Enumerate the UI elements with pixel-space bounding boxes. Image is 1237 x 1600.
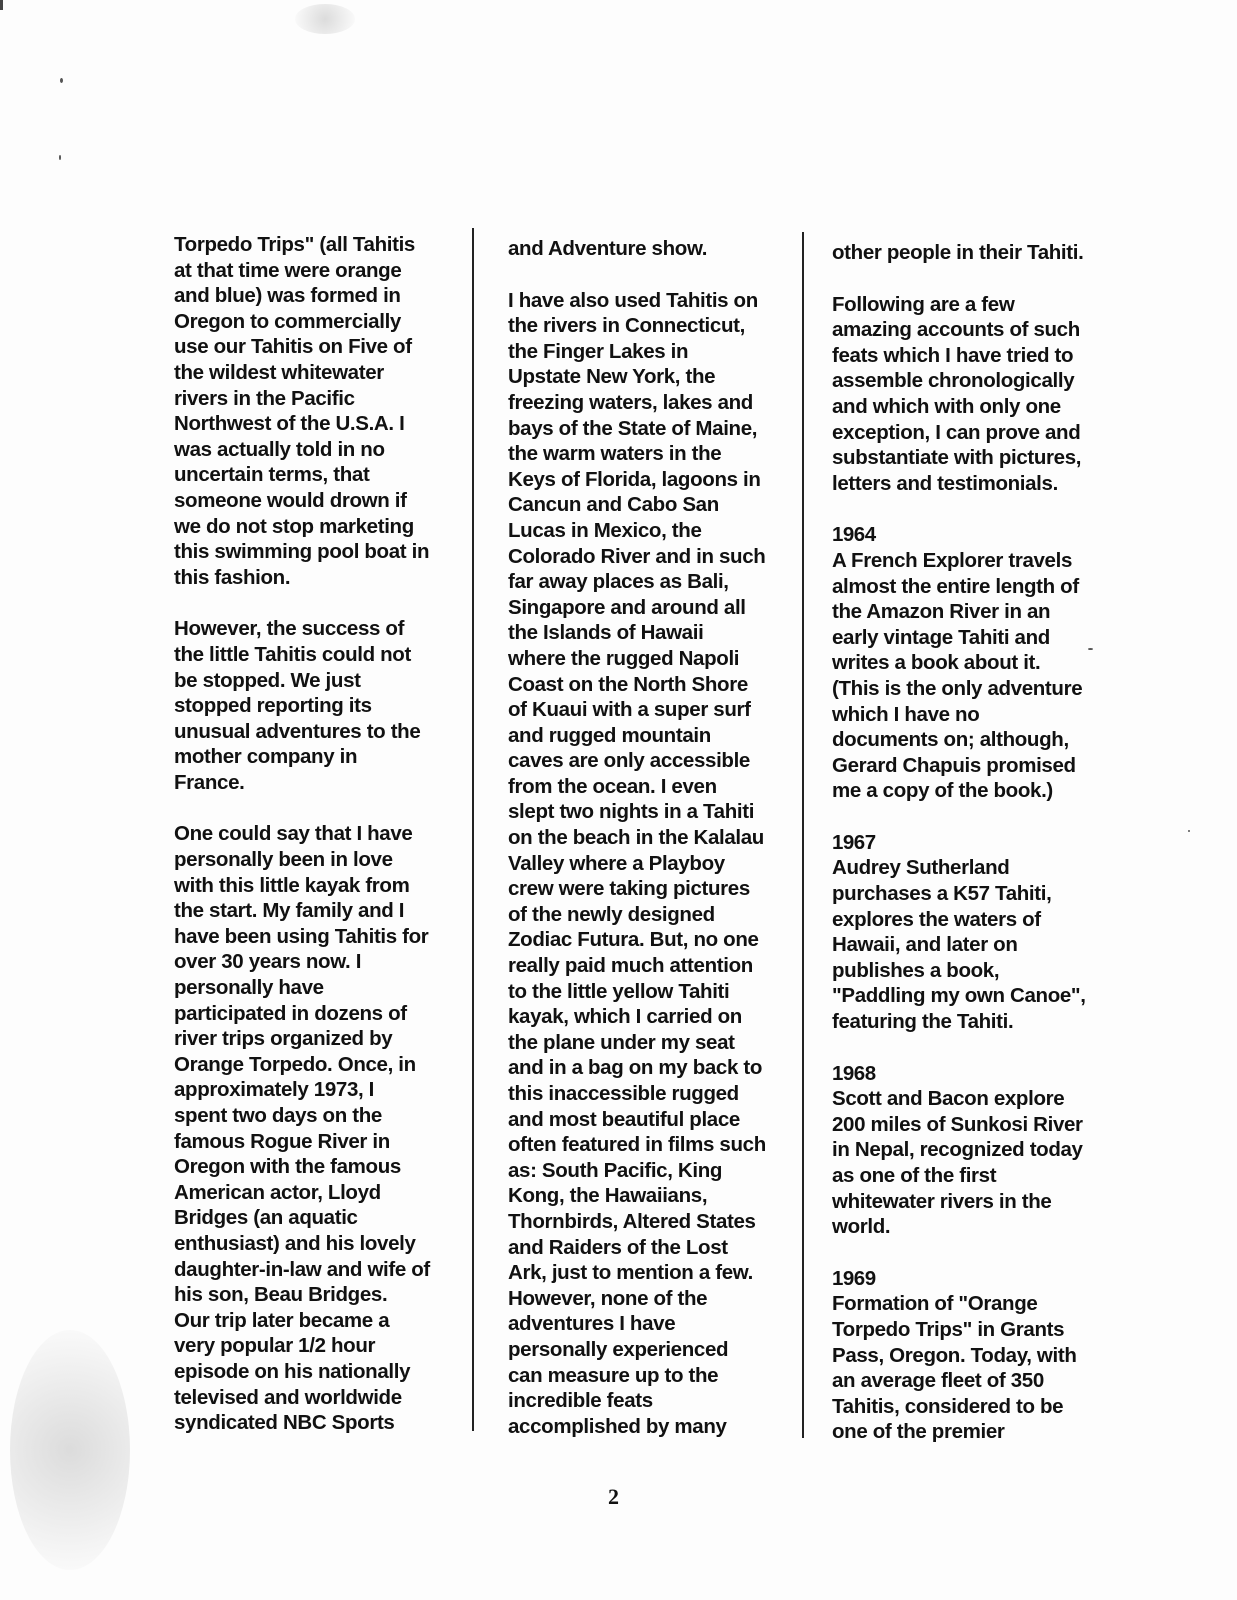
text-line: the Amazon River in an [832, 600, 1051, 624]
text-line: Singapore and around all [508, 595, 746, 619]
text-line: the Finger Lakes in [508, 339, 689, 363]
text-line: other people in their Tahiti. [832, 241, 1084, 264]
text-line: uncertain terms, that [174, 463, 370, 487]
text-line: this inaccessible rugged [508, 1082, 739, 1105]
text-line: often featured in films such [508, 1133, 766, 1157]
paragraph-gap [832, 804, 1086, 830]
text-line: Gerard Chapuis promised [832, 753, 1076, 777]
paragraph [832, 240, 1086, 266]
text-line: 200 miles of Sunkosi River [832, 1112, 1083, 1136]
text-line: someone would drown if [174, 488, 407, 512]
entry-year: 1967 [832, 830, 876, 854]
text-column-3 [832, 240, 1086, 1445]
paragraph [508, 288, 766, 1440]
paragraph-gap [832, 266, 1086, 292]
paragraph-gap [832, 496, 1086, 522]
text-line: Following are a few [832, 292, 1015, 316]
text-line: as one of the first [832, 1164, 997, 1187]
text-line: and which with only one [832, 394, 1061, 418]
text-line: his son, Beau Bridges. [174, 1283, 388, 1307]
text-line: Torpedo Trips" in Grants [832, 1317, 1065, 1341]
timeline-entry [832, 1266, 1086, 1445]
entry-year: 1968 [832, 1061, 876, 1085]
text-line: at that time were orange [174, 258, 402, 282]
text-line: the plane under my seat [508, 1030, 735, 1054]
paragraph [174, 616, 430, 795]
text-line: rivers in the Pacific [174, 386, 355, 410]
paragraph [174, 232, 430, 590]
text-line: featuring the Tahiti. [832, 1010, 1014, 1034]
text-line: Valley where a Playboy [508, 851, 725, 875]
page-number: 2 [608, 1484, 619, 1509]
text-line: personally experienced [508, 1337, 729, 1361]
text-line: mother company in [174, 745, 358, 769]
text-line: and blue) was formed in [174, 284, 401, 308]
text-line: Cancun and Cabo San [508, 493, 719, 517]
text-line: personally have [174, 976, 324, 1000]
text-line: of the newly designed [508, 902, 715, 926]
text-line: approximately 1973, I [174, 1078, 375, 1102]
text-line: the Islands of Hawaii [508, 621, 704, 645]
text-line: an average fleet of 350 [832, 1369, 1044, 1393]
column-divider-1 [472, 228, 474, 1431]
scan-edge-mark [0, 0, 3, 1600]
column-divider-2 [802, 232, 804, 1438]
text-line: was actually told in no [174, 437, 385, 461]
text-line: almost the entire length of [832, 574, 1079, 598]
text-line: I have also used Tahitis on [508, 288, 758, 312]
text-line: and rugged mountain [508, 723, 711, 747]
text-line: Zodiac Futura. But, no one [508, 928, 759, 952]
text-line: Orange Torpedo. Once, in [174, 1052, 416, 1076]
text-line: (This is the only adventure [832, 676, 1083, 700]
text-line: France. [174, 770, 245, 794]
text-line: unusual adventures to the [174, 719, 421, 743]
text-line: Kong, the Hawaiians, [508, 1184, 708, 1208]
text-line: Thornbirds, Altered States [508, 1209, 756, 1233]
text-line: from the ocean. I even [508, 774, 717, 798]
text-line: this fashion. [174, 565, 291, 589]
text-line: whitewater rivers in the [832, 1189, 1052, 1213]
text-line: and in a bag on my back to [508, 1056, 763, 1080]
text-line: daughter-in-law and wife of [174, 1257, 430, 1281]
text-line: Pass, Oregon. Today, with [832, 1343, 1077, 1367]
text-line: can measure up to the [508, 1363, 719, 1387]
text-line: purchases a K57 Tahiti, [832, 882, 1052, 906]
text-line: really paid much attention [508, 954, 753, 978]
paragraph-gap [508, 262, 766, 288]
text-line: participated in dozens of [174, 1001, 407, 1025]
text-line: adventures I have [508, 1312, 676, 1336]
text-line: Audrey Sutherland [832, 856, 1010, 880]
scan-smudge [10, 1330, 130, 1570]
text-line: accomplished by many [508, 1414, 727, 1438]
text-line: crew were taking pictures [508, 877, 750, 901]
paragraph [508, 236, 766, 262]
text-line: the little Tahitis could not [174, 642, 411, 666]
text-line: televised and worldwide [174, 1385, 402, 1409]
text-line: stopped reporting its [174, 694, 372, 718]
text-line: on the beach in the Kalalau [508, 826, 764, 850]
paragraph-gap [174, 795, 430, 821]
text-line: we do not stop marketing [174, 514, 414, 538]
text-line: have been using Tahitis for [174, 924, 429, 948]
timeline-entry [832, 1061, 1086, 1240]
entry-year: 1969 [832, 1266, 876, 1290]
text-line: world. [832, 1215, 891, 1239]
text-line: over 30 years now. I [174, 950, 362, 974]
text-line: enthusiast) and his lovely [174, 1231, 416, 1255]
text-line: the wildest whitewater [174, 360, 384, 384]
text-line: to the little yellow Tahiti [508, 979, 730, 1003]
text-line: Upstate New York, the [508, 365, 716, 389]
text-column-2 [508, 236, 766, 1439]
scan-speck [60, 78, 63, 83]
paragraph-gap [832, 1240, 1086, 1266]
text-line: one of the premier [832, 1420, 1005, 1444]
text-line: very popular 1/2 hour [174, 1334, 376, 1358]
text-line: the rivers in Connecticut, [508, 314, 745, 338]
text-line: and Raiders of the Lost [508, 1235, 728, 1259]
text-line: writes a book about it. [832, 651, 1041, 675]
text-line: substantiate with pictures, [832, 446, 1082, 470]
text-line: slept two nights in a Tahiti [508, 800, 755, 824]
text-line: famous Rogue River in [174, 1129, 390, 1153]
text-line: bays of the State of Maine, [508, 416, 758, 440]
text-line: use our Tahitis on Five of [174, 335, 412, 359]
timeline-entry [832, 522, 1086, 804]
text-line: amazing accounts of such [832, 318, 1080, 342]
text-line: incredible feats [508, 1389, 653, 1413]
text-line: which I have no [832, 702, 980, 726]
text-line: "Paddling my own Canoe", [832, 984, 1086, 1008]
text-line: freezing waters, lakes and [508, 390, 753, 414]
text-line: Lucas in Mexico, the [508, 518, 702, 542]
text-line: publishes a book, [832, 958, 1000, 982]
text-line: Formation of "Orange [832, 1292, 1038, 1316]
text-line: explores the waters of [832, 907, 1041, 931]
text-line: Oregon with the famous [174, 1155, 401, 1179]
text-line: far away places as Bali, [508, 570, 729, 594]
text-line: and most beautiful place [508, 1107, 740, 1131]
text-line: Coast on the North Shore [508, 672, 748, 696]
paragraph [832, 292, 1086, 497]
text-line: me a copy of the book.) [832, 779, 1053, 803]
text-line: assemble chronologically [832, 369, 1075, 393]
text-line: feats which I have tried to [832, 343, 1074, 367]
text-column-1 [174, 232, 430, 1436]
text-line: Our trip later became a [174, 1308, 390, 1332]
text-line: where the rugged Napoli [508, 646, 740, 670]
scan-speck [1188, 830, 1190, 832]
text-line: Hawaii, and later on [832, 933, 1018, 957]
text-line: kayak, which I carried on [508, 1005, 742, 1029]
text-line: personally been in love [174, 848, 393, 872]
scan-speck [1088, 648, 1093, 650]
text-line: Tahitis, considered to be [832, 1394, 1064, 1418]
text-line: as: South Pacific, King [508, 1158, 723, 1182]
text-line: Ark, just to mention a few. [508, 1261, 753, 1285]
text-line: letters and testimonials. [832, 471, 1058, 495]
text-line: Scott and Bacon explore [832, 1087, 1065, 1111]
paragraph [174, 821, 430, 1435]
text-line: and Adventure show. [508, 237, 708, 260]
text-line: exception, I can prove and [832, 420, 1081, 444]
text-line: A French Explorer travels [832, 548, 1073, 572]
text-line: early vintage Tahiti and [832, 625, 1050, 649]
text-line: river trips organized by [174, 1027, 393, 1051]
text-line: Oregon to commercially [174, 309, 401, 333]
text-line: caves are only accessible [508, 749, 750, 773]
scan-smudge [295, 4, 355, 34]
text-line: in Nepal, recognized today [832, 1138, 1083, 1162]
text-line: syndicated NBC Sports [174, 1411, 395, 1435]
text-line: of Kuaui with a super surf [508, 698, 751, 722]
text-line: spent two days on the [174, 1104, 382, 1127]
text-line: Northwest of the U.S.A. I [174, 412, 405, 436]
paragraph-gap [174, 590, 430, 616]
paragraph-gap [832, 1035, 1086, 1061]
text-line: this swimming pool boat in [174, 540, 430, 564]
text-line: with this little kayak from [174, 873, 410, 897]
text-line: Torpedo Trips" (all Tahitis [174, 233, 415, 256]
text-line: the warm waters in the [508, 442, 722, 466]
text-line: Bridges (an aquatic [174, 1206, 358, 1230]
text-line: However, the success of [174, 617, 405, 641]
text-line: One could say that I have [174, 822, 413, 846]
scan-speck [59, 155, 61, 160]
text-line: documents on; although, [832, 728, 1069, 752]
text-line: the start. My family and I [174, 899, 405, 923]
timeline-entry [832, 830, 1086, 1035]
text-line: be stopped. We just [174, 668, 361, 692]
text-line: episode on his nationally [174, 1359, 411, 1383]
text-line: Colorado River and in such [508, 544, 766, 568]
text-line: American actor, Lloyd [174, 1180, 381, 1204]
entry-year: 1964 [832, 523, 876, 547]
text-line: However, none of the [508, 1286, 708, 1310]
text-line: Keys of Florida, lagoons in [508, 467, 761, 491]
